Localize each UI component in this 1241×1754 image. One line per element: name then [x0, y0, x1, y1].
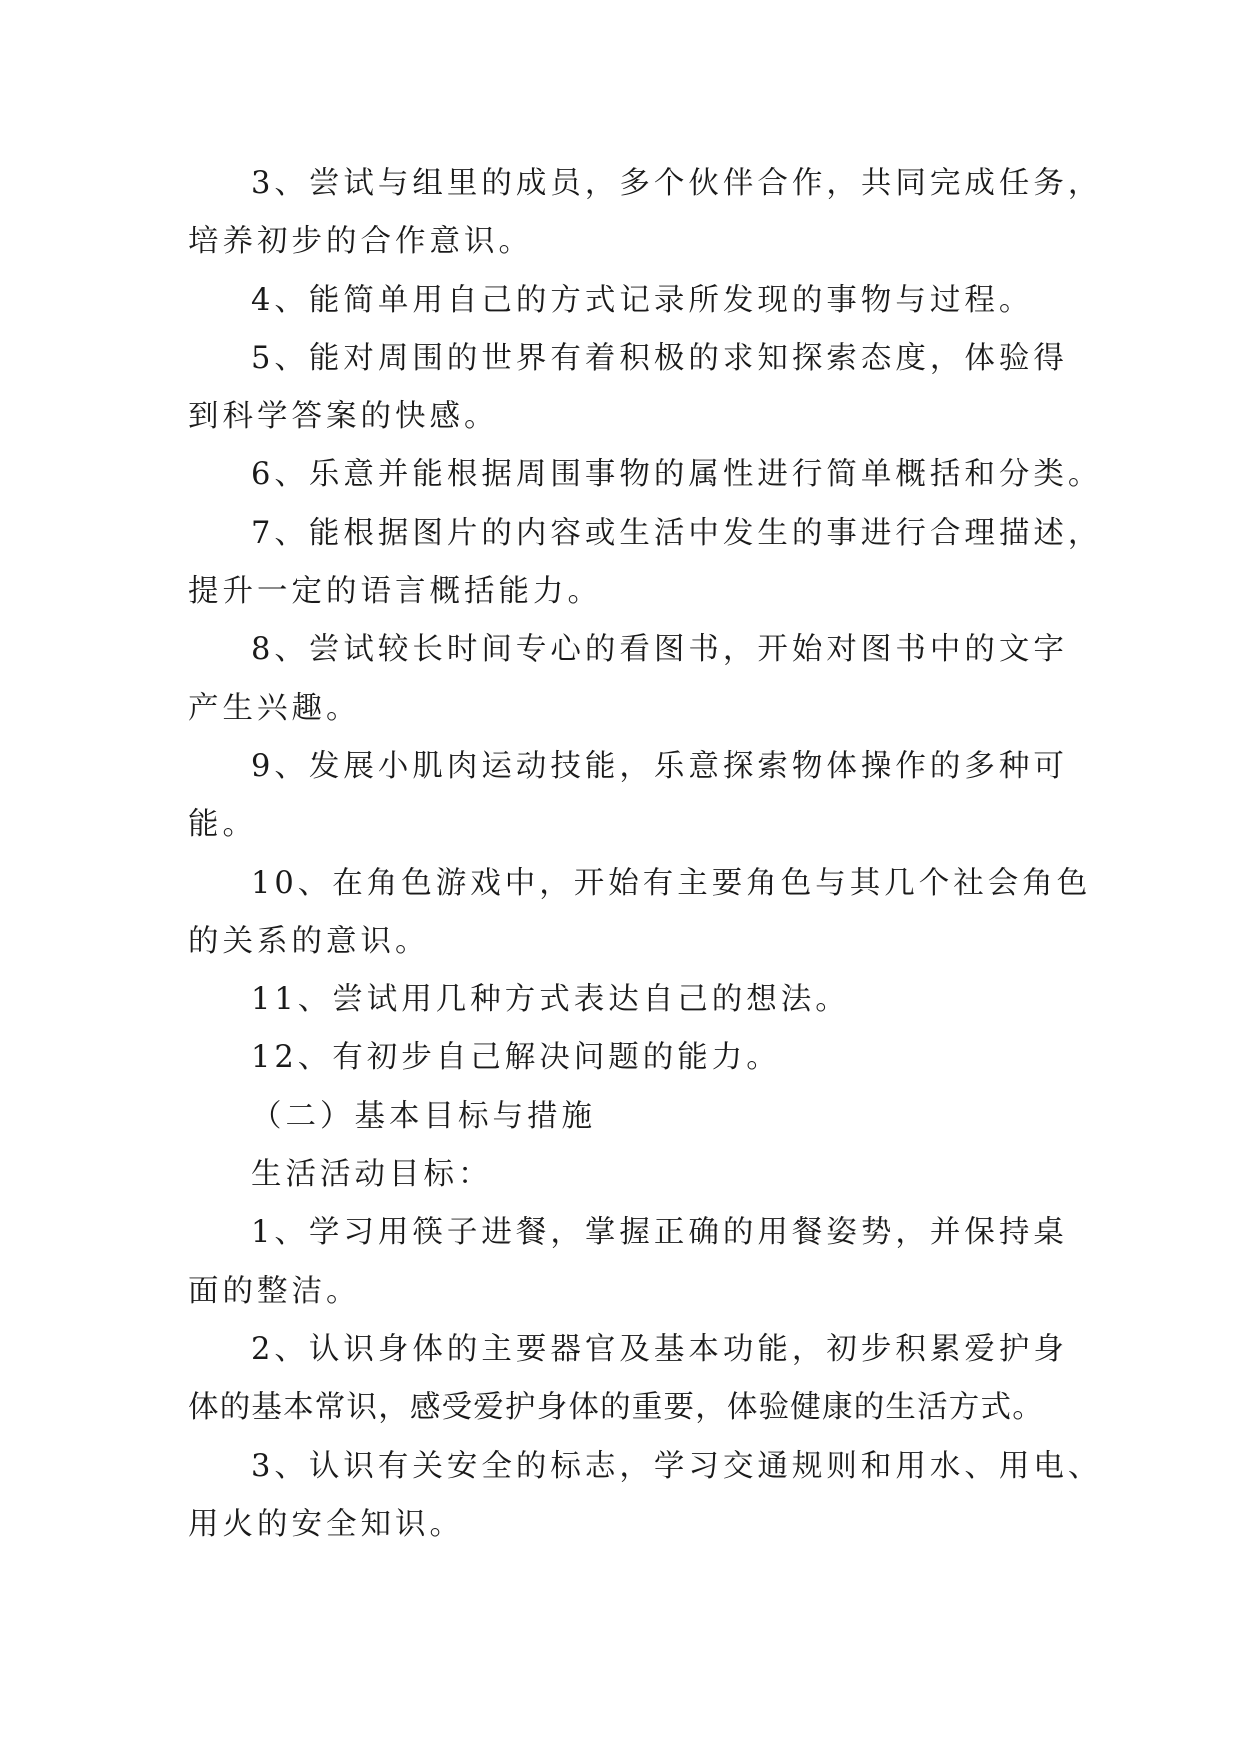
- text-line: 到科学答案的快感。: [188, 399, 499, 435]
- subsection-heading: 生活活动目标：: [251, 1157, 493, 1193]
- text-line: 面的整洁。: [188, 1273, 361, 1309]
- text-line: 12、有初步自己解决问题的能力。: [251, 1040, 781, 1076]
- text-line: 7、能根据图片的内容或生活中发生的事进行合理描述，: [251, 515, 1103, 551]
- text-line: 8、尝试较长时间专心的看图书，开始对图书中的文字: [251, 632, 1068, 668]
- text-line: 培养初步的合作意识。: [188, 224, 533, 260]
- text-line: 2、认识身体的主要器官及基本功能，初步积累爱护身: [251, 1331, 1068, 1367]
- text-line: 4、能简单用自己的方式记录所发现的事物与过程。: [251, 282, 1034, 318]
- text-line: 体的基本常识，感受爱护身体的重要，体验健康的生活方式。: [188, 1390, 1044, 1426]
- text-line: 的关系的意识。: [188, 923, 430, 959]
- text-line: 5、能对周围的世界有着积极的求知探索态度，体验得: [251, 340, 1068, 376]
- text-line: 6、乐意并能根据周围事物的属性进行简单概括和分类。: [251, 457, 1103, 493]
- text-line: 产生兴趣。: [188, 690, 361, 726]
- text-line: 提升一定的语言概括能力。: [188, 574, 602, 610]
- text-line: 9、发展小肌肉运动技能，乐意探索物体操作的多种可: [251, 748, 1068, 784]
- text-line: 3、尝试与组里的成员，多个伙伴合作，共同完成任务，: [251, 166, 1103, 201]
- text-line: 1、学习用筷子进餐，掌握正确的用餐姿势，并保持桌: [251, 1215, 1068, 1251]
- text-line: 能。: [188, 807, 257, 843]
- text-line: 11、尝试用几种方式表达自己的想法。: [251, 982, 850, 1018]
- document-body: [188, 155, 1103, 1554]
- section-heading: （二）基本目标与措施: [251, 1098, 596, 1134]
- text-line: 3、认识有关安全的标志，学习交通规则和用水、用电、: [251, 1448, 1103, 1484]
- text-line: 用火的安全知识。: [188, 1506, 464, 1542]
- text-line: 10、在角色游戏中，开始有主要角色与其几个社会角色: [251, 865, 1092, 901]
